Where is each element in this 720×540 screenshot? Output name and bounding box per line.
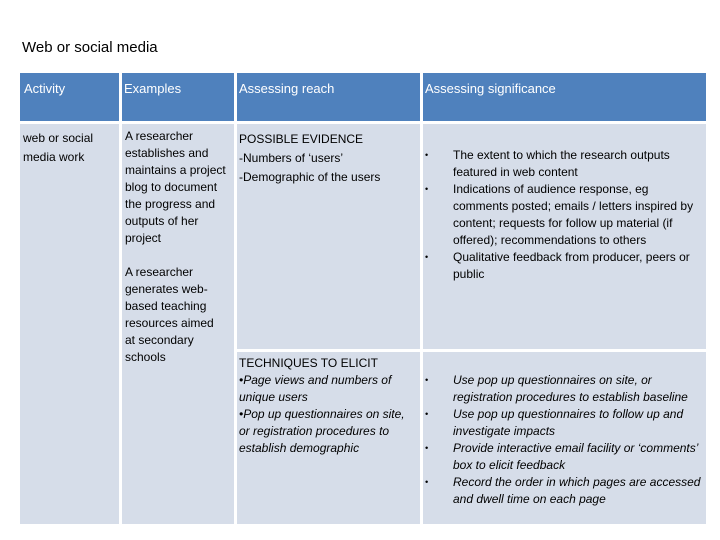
- column-divider: [119, 73, 122, 524]
- example-teaching-resources: A researcher generates web-based teaching resources aimed at secondary schools: [125, 265, 214, 364]
- column-divider: [234, 73, 237, 524]
- evidence-heading: POSSIBLE EVIDENCE: [239, 132, 364, 146]
- activity-cell: [20, 122, 120, 524]
- header-assessing-significance: Assessing significance: [421, 73, 706, 122]
- activity-table: [20, 73, 706, 524]
- evidence-significance-cell: [421, 122, 706, 350]
- column-divider: [420, 73, 423, 524]
- list-item: • Record the order in which pages are accessed and dwell time on each page: [423, 474, 704, 508]
- header-activity: Activity: [20, 73, 120, 122]
- technique-line: •Page views and numbers of unique users: [239, 373, 392, 404]
- evidence-line: -Numbers of ‘users’: [239, 151, 344, 165]
- list-item: • Qualitative feedback from producer, peers or public: [423, 249, 702, 283]
- header-examples: Examples: [120, 73, 235, 122]
- evidence-cell: [235, 122, 421, 350]
- list-item: • Use pop up questionnaires to follow up and investigate impacts: [423, 406, 704, 440]
- list-item: • Provide interactive email facility or ‘comments’ box to elicit feedback: [423, 440, 704, 474]
- row-divider: [235, 349, 706, 352]
- example-blog: A researcher establishes and maintains a project blog to document the progress and outputs of her project: [125, 129, 226, 245]
- header-assessing-reach: Assessing reach: [235, 73, 421, 122]
- list-item: • The extent to which the research outputs featured in web content: [423, 147, 702, 181]
- row-divider: [20, 121, 706, 124]
- list-item: • Indications of audience response, eg comments posted; emails / letters inspired by content; requests for follow up material (if offered); recommendations to others: [423, 181, 702, 249]
- techniques-heading: TECHNIQUES TO ELICIT: [239, 356, 378, 370]
- techniques-cell: [235, 350, 421, 524]
- techniques-significance-cell: [421, 350, 706, 524]
- technique-line: •Pop up questionnaires on site, or registration procedures to establish demographic: [239, 407, 405, 455]
- examples-cell: [120, 122, 235, 524]
- page-title: Web or social media: [22, 39, 158, 56]
- list-item: • Use pop up questionnaires on site, or registration procedures to establish baseline: [423, 372, 704, 406]
- evidence-line: -Demographic of the users: [239, 170, 381, 184]
- activity-text: web or social media work: [23, 131, 94, 164]
